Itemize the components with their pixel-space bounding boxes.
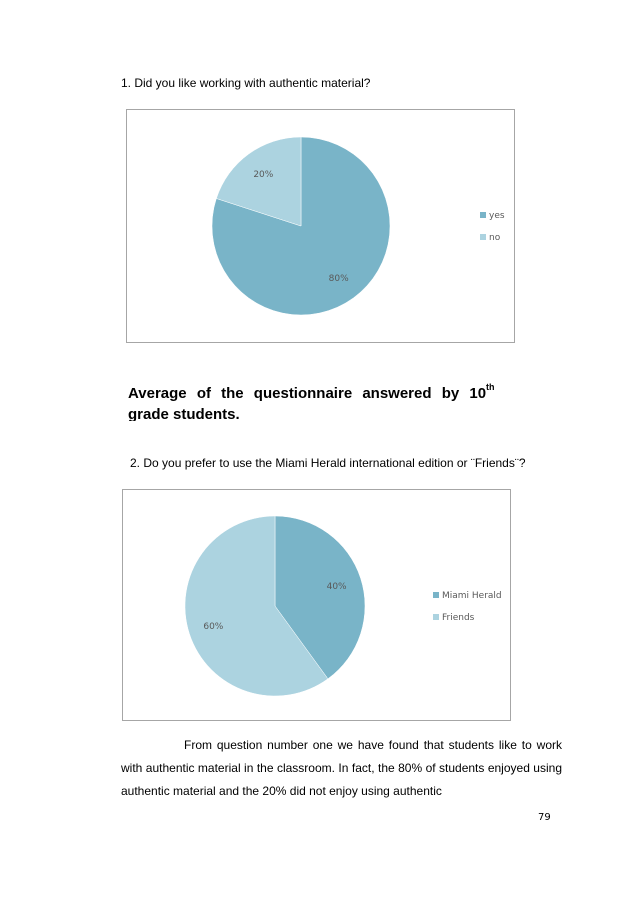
chart-question-2 — [122, 489, 511, 721]
question-1: 1. Did you like working with authentic material? — [121, 76, 371, 90]
pie-chart-2 — [123, 490, 510, 720]
legend-2-swatch-0 — [433, 592, 439, 598]
paragraph-text: From question number one we have found that students like to work with authentic material in the classroom. In fact, the 80% of students enjoyed using authentic material and the 20% did not enjoy using authentic — [121, 738, 562, 798]
legend-2-label-1: Friends — [442, 613, 475, 623]
legend-1-swatch-0 — [480, 212, 486, 218]
pie-chart-1 — [127, 110, 514, 342]
body-paragraph — [121, 734, 562, 803]
pie-2-label-miami-herald: 40% — [326, 581, 347, 592]
heading-line-2: grade students. — [128, 406, 240, 421]
legend-1-swatch-1 — [480, 234, 486, 240]
legend-1-label-0: yes — [489, 211, 505, 221]
pie-1-label-no: 20% — [253, 170, 274, 181]
pie-2-label-friends: 60% — [203, 622, 224, 633]
chart-question-1 — [126, 109, 515, 343]
heading-text: Average of the questionnaire answered by 10 — [128, 385, 487, 402]
page-number: 79 — [538, 812, 551, 823]
question-2: 2. Do you prefer to use the Miami Herald international edition or ¨Friends¨? — [130, 456, 526, 470]
legend-2-swatch-1 — [433, 614, 439, 620]
section-heading — [128, 377, 518, 421]
heading-sup: th — [486, 382, 495, 392]
pie-1-label-yes: 80% — [328, 273, 349, 284]
legend-1-label-1: no — [489, 233, 501, 243]
legend-2-label-0: Miami Herald — [442, 591, 502, 601]
